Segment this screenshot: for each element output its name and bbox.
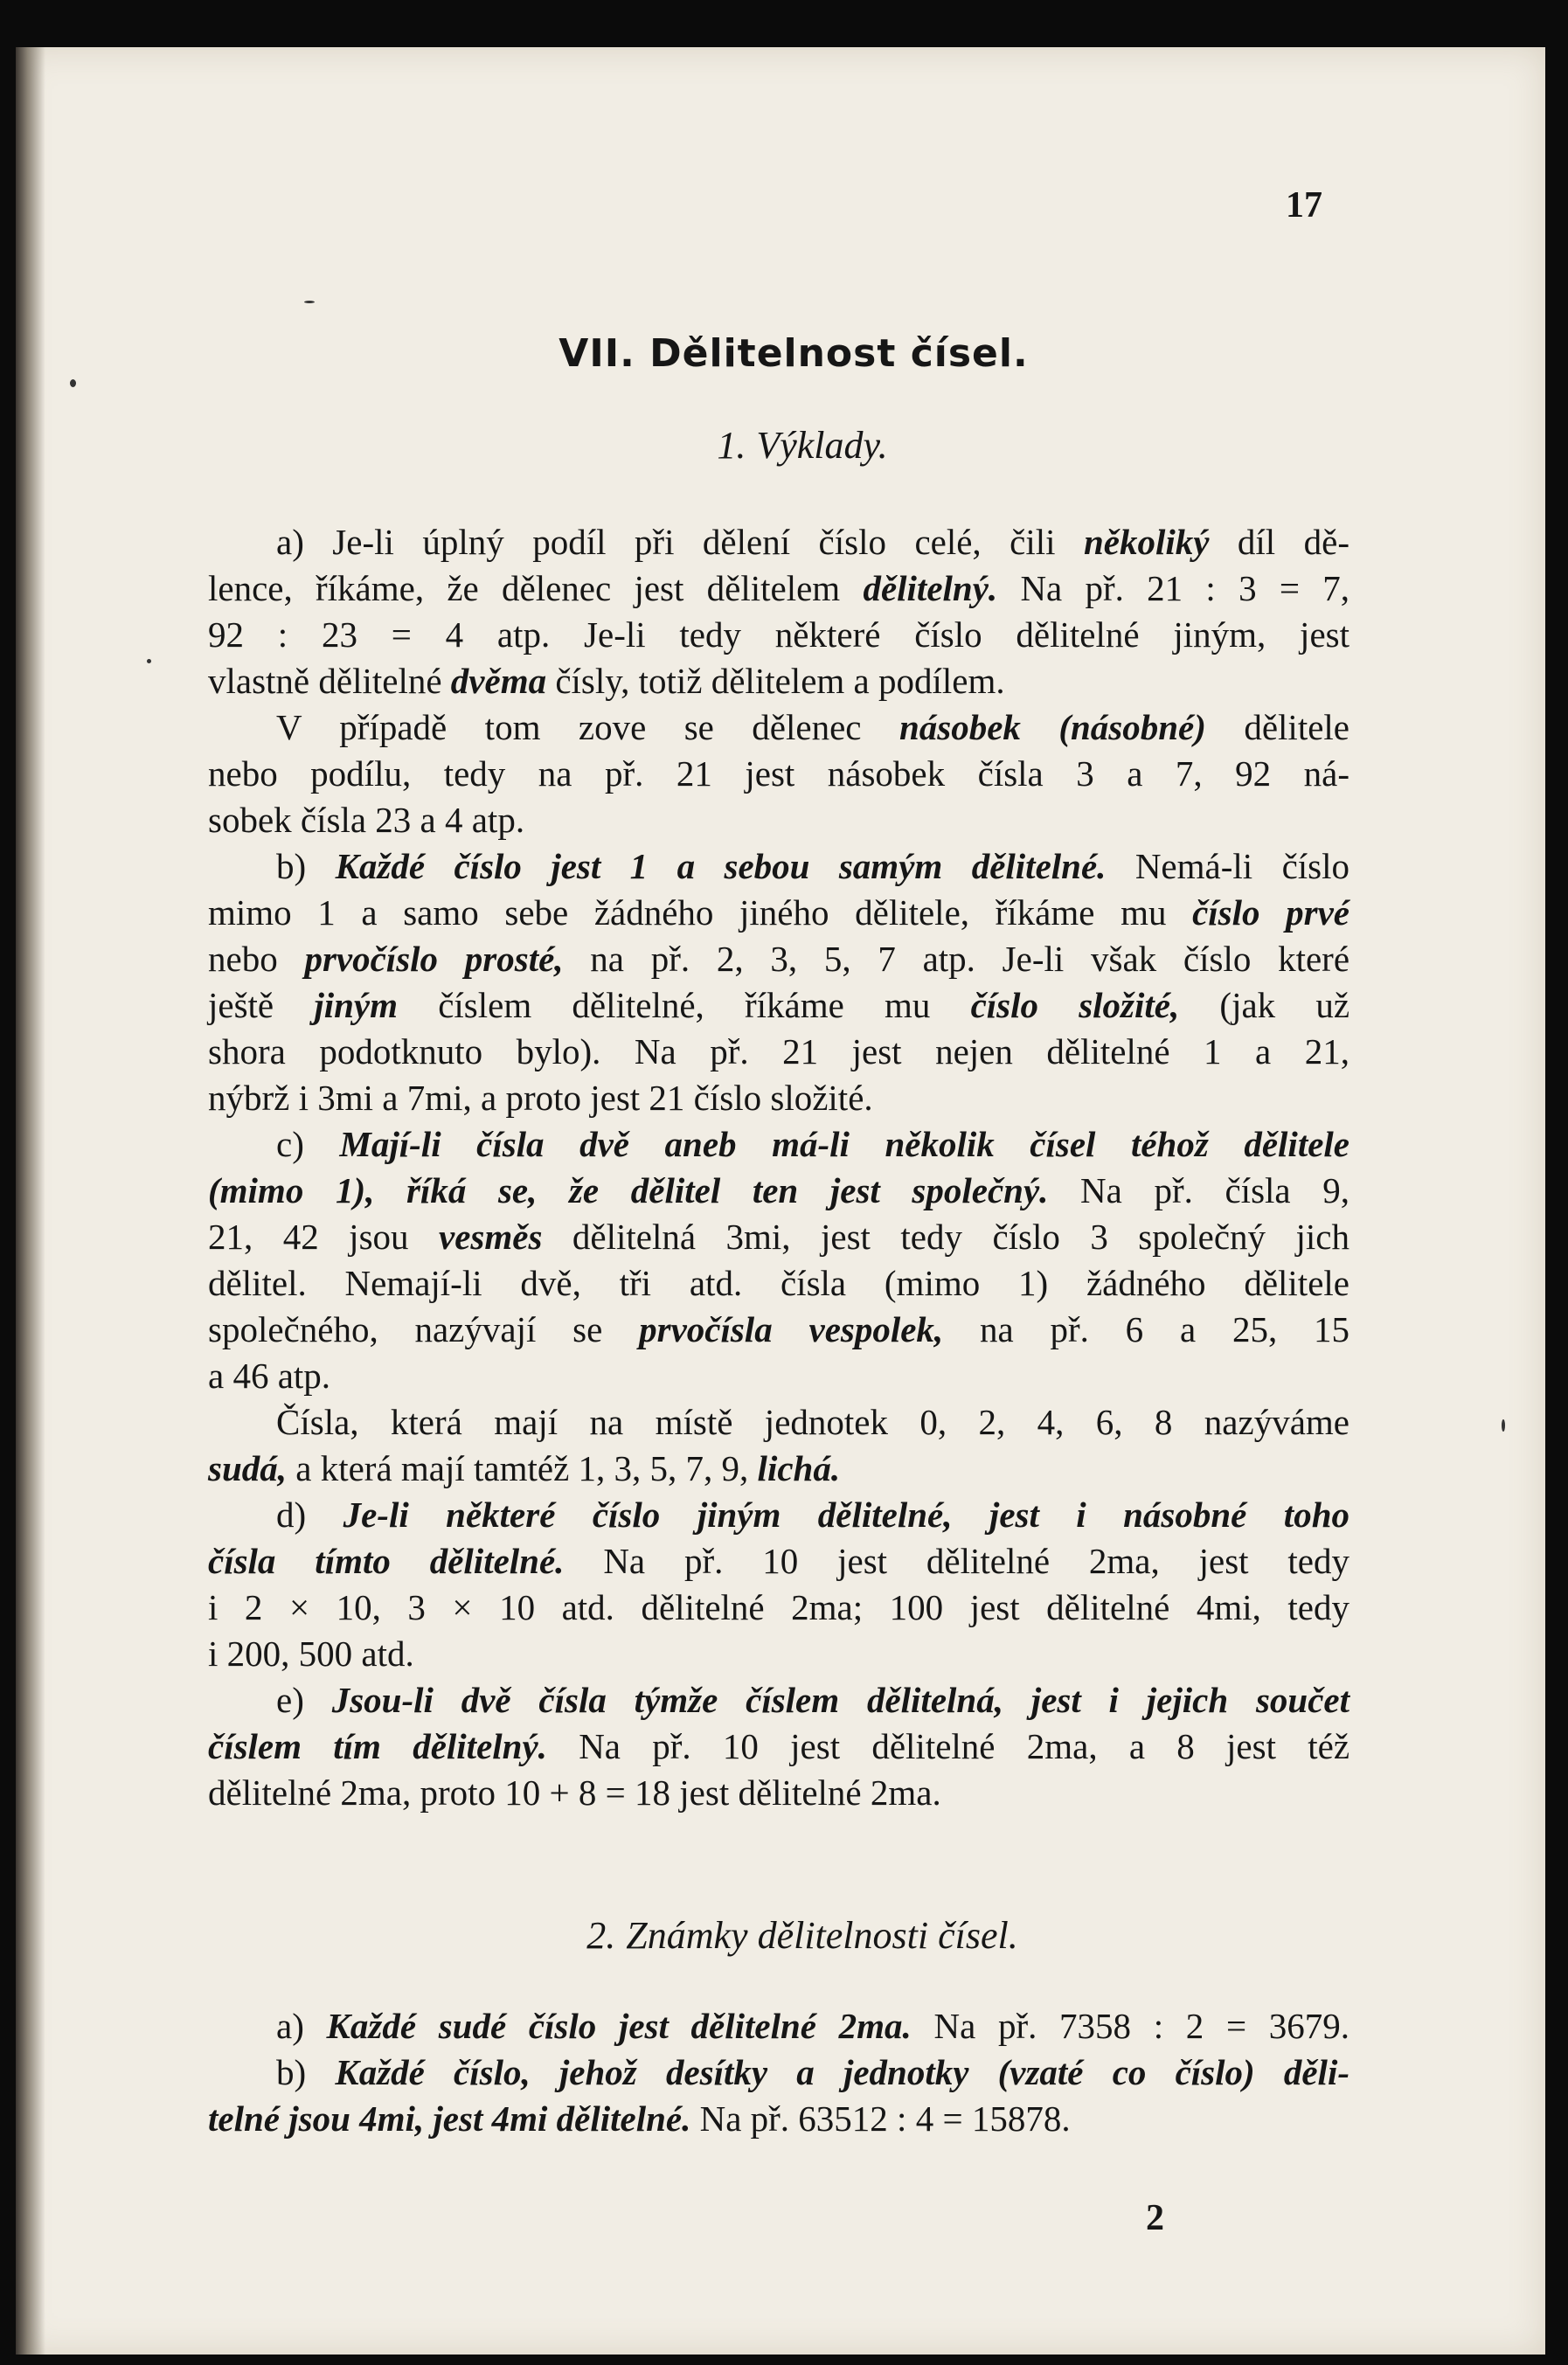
signature-mark: 2 bbox=[1146, 2198, 1164, 2238]
para-a-line: vlastně dělitelné dvěma čísly, totiž dělitelem a podílem. bbox=[208, 661, 1005, 701]
para-c-line: společného, nazývají se prvočísla vespolek, na př. 6 a 25, 15 bbox=[208, 1309, 1350, 1349]
para-c-line: (mimo 1), říká se, že dělitel ten jest společný. Na př. čísla 9, bbox=[208, 1170, 1349, 1210]
para-c-line: c) Mají-li čísla dvě aneb má-li několik čísel téhož dělitele bbox=[276, 1124, 1349, 1164]
section-heading-1 bbox=[16, 423, 1545, 468]
section-number: 1. bbox=[717, 424, 746, 467]
para-c-line: a 46 atp. bbox=[208, 1356, 331, 1396]
para-d-line: čísla tímto dělitelné. Na př. 10 jest dělitelné 2ma, jest tedy bbox=[208, 1541, 1350, 1581]
para-c-line: 21, 42 jsou vesměs dělitelná 3mi, jest tedy číslo 3 společný jich bbox=[208, 1217, 1349, 1257]
para-e-line: dělitelné 2ma, proto 10 + 8 = 18 jest dělitelné 2ma. bbox=[208, 1772, 941, 1813]
section-heading-2 bbox=[16, 1913, 1545, 1958]
ink-speck bbox=[70, 379, 76, 387]
rule-a-line: a) Každé sudé číslo jest dělitelné 2ma. Na př. 7358 : 2 = 3679. bbox=[276, 2006, 1349, 2046]
para-d-line: d) Je-li některé číslo jiným dělitelné, jest i násobné toho bbox=[276, 1495, 1349, 1535]
para-a-line: V případě tom zove se dělenec násobek (násobné) dělitele bbox=[276, 707, 1350, 747]
para-b-line: shora podotknuto bylo). Na př. 21 jest nejen dělitelné 1 a 21, bbox=[208, 1031, 1349, 1072]
page-number: 17 bbox=[1286, 185, 1322, 225]
para-e-line: číslem tím dělitelný. Na př. 10 jest dělitelné 2ma, a 8 jest též bbox=[208, 1726, 1350, 1766]
para-d-line: i 2 × 10, 3 × 10 atd. dělitelné 2ma; 100 jest dělitelné 4mi, tedy bbox=[208, 1587, 1349, 1627]
section-title: Výklady. bbox=[756, 424, 888, 467]
para-a-line: a) Je-li úplný podíl při dělení číslo celé, čili několiký díl dě- bbox=[276, 522, 1349, 562]
para-c-line: sudá, a která mají tamtéž 1, 3, 5, 7, 9, lichá. bbox=[208, 1448, 841, 1488]
chapter-name: Dělitelnost čísel. bbox=[649, 331, 1029, 376]
section-2-body bbox=[208, 2003, 1349, 2142]
para-a-line: 92 : 23 = 4 atp. Je-li tedy některé číslo dělitelné jiným, jest bbox=[208, 614, 1349, 655]
rule-b-line: b) Každé číslo, jehož desítky a jednotky (vzaté co číslo) děli- bbox=[276, 2052, 1349, 2092]
para-c-line: Čísla, která mají na místě jednotek 0, 2, 4, 6, 8 nazýváme bbox=[276, 1402, 1349, 1442]
book-page bbox=[16, 47, 1545, 2355]
rule-b-line: telné jsou 4mi, jest 4mi dělitelné. Na př. 63512 : 4 = 15878. bbox=[208, 2098, 1071, 2139]
para-b-line: b) Každé číslo jest 1 a sebou samým dělitelné. Nemá-li číslo bbox=[276, 846, 1350, 886]
para-b-line: mimo 1 a samo sebe žádného jiného dělitele, říkáme mu číslo prvé bbox=[208, 892, 1349, 933]
chapter-title bbox=[16, 331, 1545, 376]
para-b-line: nebo prvočíslo prosté, na př. 2, 3, 5, 7 atp. Je-li však číslo které bbox=[208, 939, 1350, 979]
ink-speck bbox=[1502, 1419, 1505, 1432]
section-title: Známky dělitelnosti čísel. bbox=[626, 1914, 1018, 1957]
para-b-line: ještě jiným číslem dělitelné, říkáme mu číslo složité, (jak už bbox=[208, 985, 1350, 1025]
para-d-line: i 200, 500 atd. bbox=[208, 1633, 414, 1674]
ink-speck bbox=[304, 301, 315, 303]
para-a-line: lence, říkáme, že dělenec jest dělitelem dělitelný. Na př. 21 : 3 = 7, bbox=[208, 568, 1349, 608]
section-number: 2. bbox=[586, 1914, 616, 1957]
ink-speck bbox=[147, 659, 151, 663]
chapter-numeral: VII. bbox=[559, 331, 635, 376]
para-a-line: nebo podílu, tedy na př. 21 jest násobek čísla 3 a 7, 92 ná- bbox=[208, 753, 1349, 794]
para-b-line: nýbrž i 3mi a 7mi, a proto jest 21 číslo složité. bbox=[208, 1078, 873, 1118]
section-1-body bbox=[208, 519, 1349, 1816]
para-a-line: sobek čísla 23 a 4 atp. bbox=[208, 800, 525, 840]
para-e-line: e) Jsou-li dvě čísla týmže číslem dělitelná, jest i jejich součet bbox=[276, 1680, 1350, 1720]
para-c-line: dělitel. Nemají-li dvě, tři atd. čísla (mimo 1) žádného dělitele bbox=[208, 1263, 1349, 1303]
